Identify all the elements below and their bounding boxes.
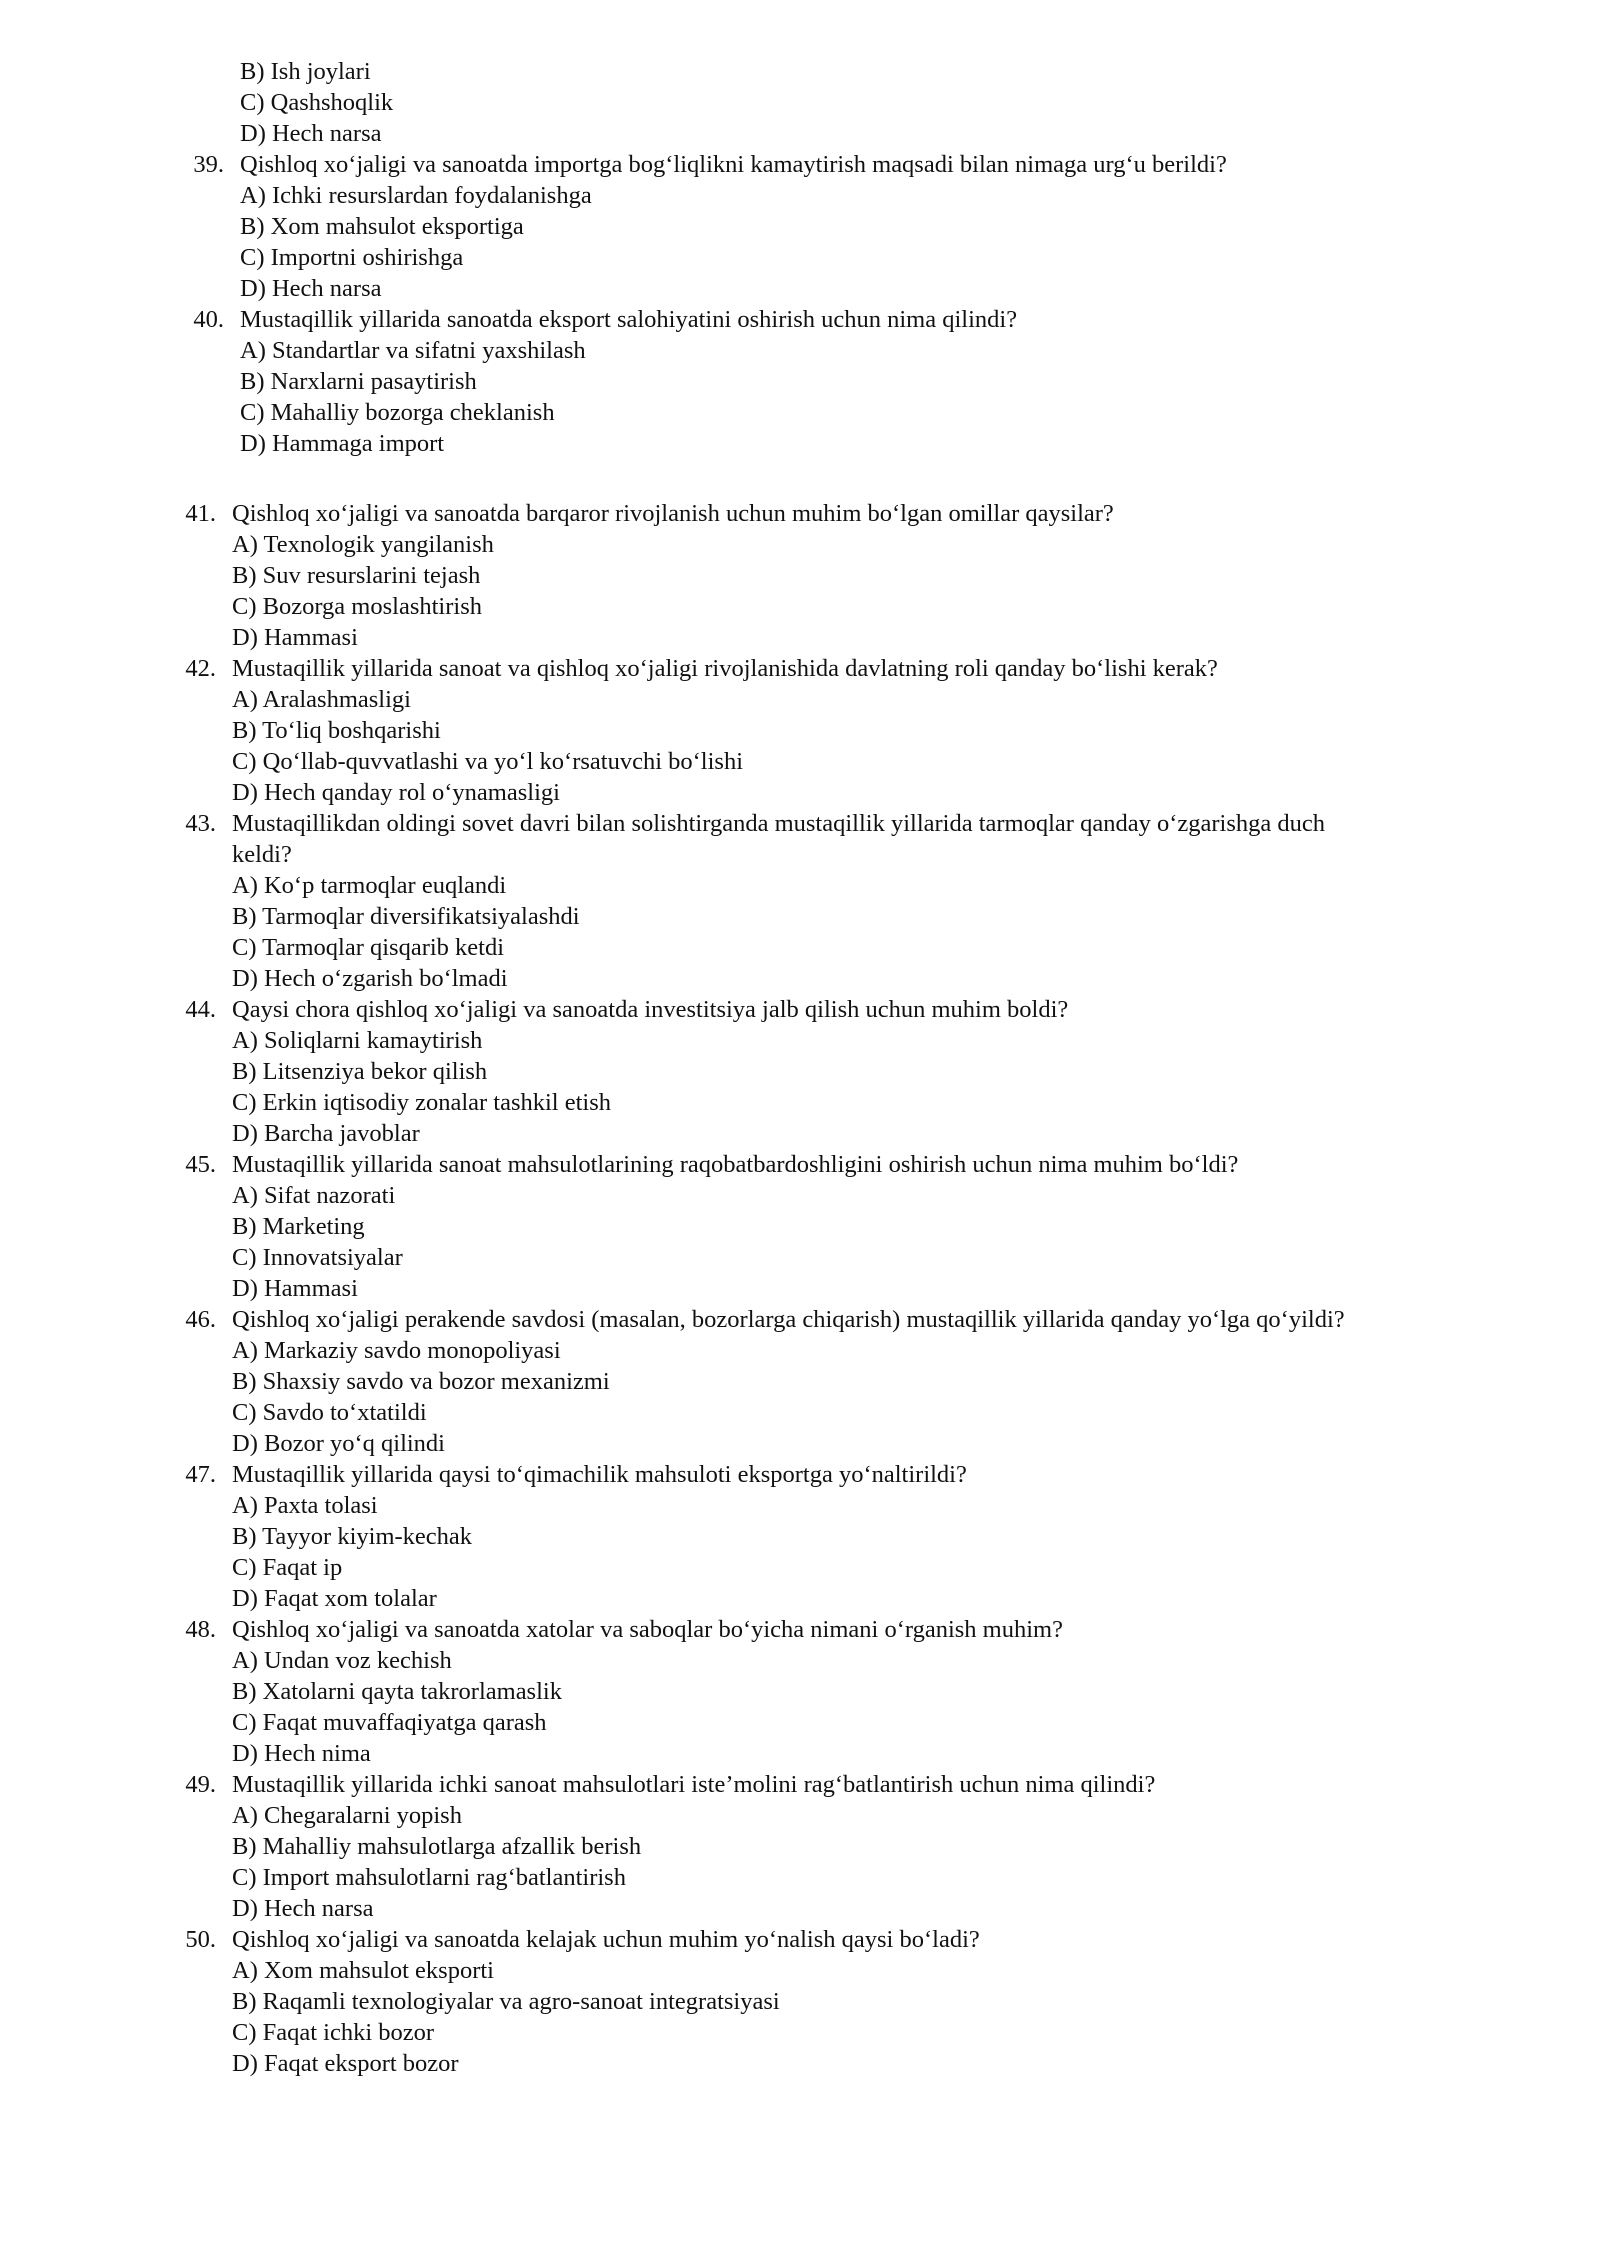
option-text: A) Texnologik yangilanish — [232, 531, 494, 558]
option-text: C) Faqat muvaffaqiyatga qarash — [232, 1709, 547, 1736]
question-line — [0, 1304, 1600, 1335]
option-line — [0, 1831, 1600, 1862]
question-number: 42. — [185, 655, 216, 682]
option-text: B) To‘liq boshqarishi — [232, 717, 441, 744]
question-number: 48. — [185, 1616, 216, 1643]
option-line — [0, 1180, 1600, 1211]
option-text: D) Hammasi — [232, 624, 358, 651]
question-number: 43. — [185, 810, 216, 837]
option-line — [0, 1521, 1600, 1552]
question-text: Mustaqillikdan oldingi sovet davri bilan solishtirganda mustaqillik yillarida tarmoqlar qanday o‘zgarishga duch — [232, 810, 1325, 837]
option-text: B) Mahalliy mahsulotlarga afzallik berish — [232, 1833, 642, 1860]
question-line — [0, 1614, 1600, 1645]
question-line — [0, 304, 1600, 335]
option-line — [0, 777, 1600, 808]
option-line — [0, 1862, 1600, 1893]
option-text: A) Soliqlarni kamaytirish — [232, 1027, 483, 1054]
option-line — [0, 397, 1600, 428]
question-line — [0, 149, 1600, 180]
option-line — [0, 273, 1600, 304]
option-text: D) Hech narsa — [240, 120, 382, 147]
question-text: Mustaqillik yillarida qaysi to‘qimachilik mahsuloti eksportga yo‘naltirildi? — [232, 1461, 967, 1488]
option-text: A) Ko‘p tarmoqlar euqlandi — [232, 872, 507, 899]
question-text: Mustaqillik yillarida sanoat va qishloq xo‘jaligi rivojlanishida davlatning roli qanday bo‘lishi kerak? — [232, 655, 1218, 682]
option-line — [0, 529, 1600, 560]
option-line — [0, 180, 1600, 211]
question-line-continued — [0, 839, 1600, 870]
question-line — [0, 1924, 1600, 1955]
question-line — [0, 1769, 1600, 1800]
option-line — [0, 1366, 1600, 1397]
option-text: C) Qashshoqlik — [240, 89, 394, 116]
option-line — [0, 684, 1600, 715]
option-line — [0, 366, 1600, 397]
option-text: B) Tarmoqlar diversifikatsiyalashdi — [232, 903, 580, 930]
question-number: 47. — [185, 1461, 216, 1488]
option-text: B) Xatolarni qayta takrorlamaslik — [232, 1678, 562, 1705]
option-line — [0, 335, 1600, 366]
option-text: D) Hammaga import — [240, 430, 445, 457]
option-line — [0, 2017, 1600, 2048]
option-line — [0, 591, 1600, 622]
question-number: 40. — [193, 306, 224, 333]
option-line — [0, 1490, 1600, 1521]
option-text: A) Undan voz kechish — [232, 1647, 452, 1674]
option-text: C) Erkin iqtisodiy zonalar tashkil etish — [232, 1089, 612, 1116]
option-line — [0, 1211, 1600, 1242]
option-text: D) Hech narsa — [240, 275, 382, 302]
option-text: C) Savdo to‘xtatildi — [232, 1399, 427, 1426]
option-line — [0, 87, 1600, 118]
option-line — [0, 870, 1600, 901]
option-line — [0, 1397, 1600, 1428]
option-text: C) Faqat ichki bozor — [232, 2019, 435, 2046]
option-line — [0, 1552, 1600, 1583]
option-line — [0, 56, 1600, 87]
option-line — [0, 1986, 1600, 2017]
question-number: 50. — [185, 1926, 216, 1953]
question-number: 46. — [185, 1306, 216, 1333]
question-text: Mustaqillik yillarida sanoatda eksport salohiyatini oshirish uchun nima qilindi? — [240, 306, 1018, 333]
option-text: C) Tarmoqlar qisqarib ketdi — [232, 934, 505, 961]
question-text: Mustaqillik yillarida ichki sanoat mahsulotlari iste’molini rag‘batlantirish uchun nima qilindi? — [232, 1771, 1156, 1798]
option-text: A) Aralashmasligi — [232, 686, 411, 713]
option-line — [0, 211, 1600, 242]
option-line — [0, 1676, 1600, 1707]
question-line — [0, 653, 1600, 684]
option-text: C) Qo‘llab-quvvatlashi va yo‘l ko‘rsatuvchi bo‘lishi — [232, 748, 743, 775]
option-text: A) Standartlar va sifatni yaxshilash — [240, 337, 586, 364]
option-line — [0, 901, 1600, 932]
question-text: Qishloq xo‘jaligi va sanoatda xatolar va saboqlar bo‘yicha nimani o‘rganish muhim? — [232, 1616, 1063, 1643]
option-line — [0, 1738, 1600, 1769]
option-line — [0, 1800, 1600, 1831]
question-number: 49. — [185, 1771, 216, 1798]
option-text: B) Litsenziya bekor qilish — [232, 1058, 488, 1085]
question-text: Qishloq xo‘jaligi va sanoatda kelajak uchun muhim yo‘nalish qaysi bo‘ladi? — [232, 1926, 980, 1953]
question-number: 44. — [185, 996, 216, 1023]
option-text: D) Barcha javoblar — [232, 1120, 420, 1147]
option-text: C) Bozorga moslashtirish — [232, 593, 482, 620]
question-line — [0, 498, 1600, 529]
option-text: D) Hammasi — [232, 1275, 358, 1302]
option-line — [0, 1893, 1600, 1924]
option-text: B) Marketing — [232, 1213, 365, 1240]
option-text: B) Ish joylari — [240, 58, 371, 85]
option-line — [0, 1335, 1600, 1366]
option-line — [0, 428, 1600, 459]
question-text: Qishloq xo‘jaligi perakende savdosi (masalan, bozorlarga chiqarish) mustaqillik yillarida qanday yo‘lga qo‘yildi? — [232, 1306, 1345, 1333]
option-line — [0, 1428, 1600, 1459]
question-line — [0, 994, 1600, 1025]
option-line — [0, 2048, 1600, 2079]
option-text: D) Hech nima — [232, 1740, 371, 1767]
question-line — [0, 1149, 1600, 1180]
option-text: D) Hech narsa — [232, 1895, 374, 1922]
question-text: Mustaqillik yillarida sanoat mahsulotlarining raqobatbardoshligini oshirish uchun nima muhim bo‘ldi? — [232, 1151, 1239, 1178]
option-text: C) Faqat ip — [232, 1554, 343, 1581]
option-line — [0, 715, 1600, 746]
option-text: A) Xom mahsulot eksporti — [232, 1957, 494, 1984]
option-text: A) Markaziy savdo monopoliyasi — [232, 1337, 561, 1364]
option-text: B) Tayyor kiyim-kechak — [232, 1523, 473, 1550]
option-text: B) Narxlarni pasaytirish — [240, 368, 477, 395]
question-text: keldi? — [232, 841, 292, 868]
option-line — [0, 1955, 1600, 1986]
question-line — [0, 1459, 1600, 1490]
option-text: C) Mahalliy bozorga cheklanish — [240, 399, 555, 426]
question-text: Qishloq xo‘jaligi va sanoatda importga bog‘liqlikni kamaytirish maqsadi bilan nimaga urg‘u berildi? — [240, 151, 1227, 178]
option-text: B) Shaxsiy savdo va bozor mexanizmi — [232, 1368, 610, 1395]
question-number: 41. — [185, 500, 216, 527]
question-text: Qaysi chora qishloq xo‘jaligi va sanoatda investitsiya jalb qilish uchun muhim boldi? — [232, 996, 1069, 1023]
option-text: B) Suv resurslarini tejash — [232, 562, 481, 589]
option-text: A) Paxta tolasi — [232, 1492, 378, 1519]
option-text: C) Innovatsiyalar — [232, 1244, 403, 1271]
option-line — [0, 1273, 1600, 1304]
option-text: C) Importni oshirishga — [240, 244, 464, 271]
option-line — [0, 1707, 1600, 1738]
option-line — [0, 963, 1600, 994]
option-text: D) Hech qanday rol o‘ynamasligi — [232, 779, 560, 806]
option-line — [0, 1025, 1600, 1056]
option-text: D) Faqat xom tolalar — [232, 1585, 437, 1612]
option-line — [0, 242, 1600, 273]
question-number: 39. — [193, 151, 224, 178]
option-text: A) Sifat nazorati — [232, 1182, 396, 1209]
option-text: D) Bozor yo‘q qilindi — [232, 1430, 445, 1457]
option-text: B) Xom mahsulot eksportiga — [240, 213, 524, 240]
option-text: A) Chegaralarni yopish — [232, 1802, 462, 1829]
option-line — [0, 1242, 1600, 1273]
option-line — [0, 746, 1600, 777]
option-text: D) Faqat eksport bozor — [232, 2050, 459, 2077]
option-text: B) Raqamli texnologiyalar va agro-sanoat integratsiyasi — [232, 1988, 780, 2015]
question-block-part2 — [0, 498, 1600, 2079]
question-number: 45. — [185, 1151, 216, 1178]
option-line — [0, 1056, 1600, 1087]
question-text: Qishloq xo‘jaligi va sanoatda barqaror rivojlanish uchun muhim bo‘lgan omillar qaysilar? — [232, 500, 1114, 527]
option-line — [0, 1087, 1600, 1118]
option-line — [0, 560, 1600, 591]
question-line — [0, 808, 1600, 839]
option-line — [0, 1645, 1600, 1676]
option-text: C) Import mahsulotlarni rag‘batlantirish — [232, 1864, 626, 1891]
option-line — [0, 1583, 1600, 1614]
option-line — [0, 118, 1600, 149]
option-line — [0, 622, 1600, 653]
option-text: A) Ichki resurslardan foydalanishga — [240, 182, 592, 209]
option-line — [0, 932, 1600, 963]
question-block-part1 — [0, 56, 1600, 459]
option-text: D) Hech o‘zgarish bo‘lmadi — [232, 965, 508, 992]
option-line — [0, 1118, 1600, 1149]
